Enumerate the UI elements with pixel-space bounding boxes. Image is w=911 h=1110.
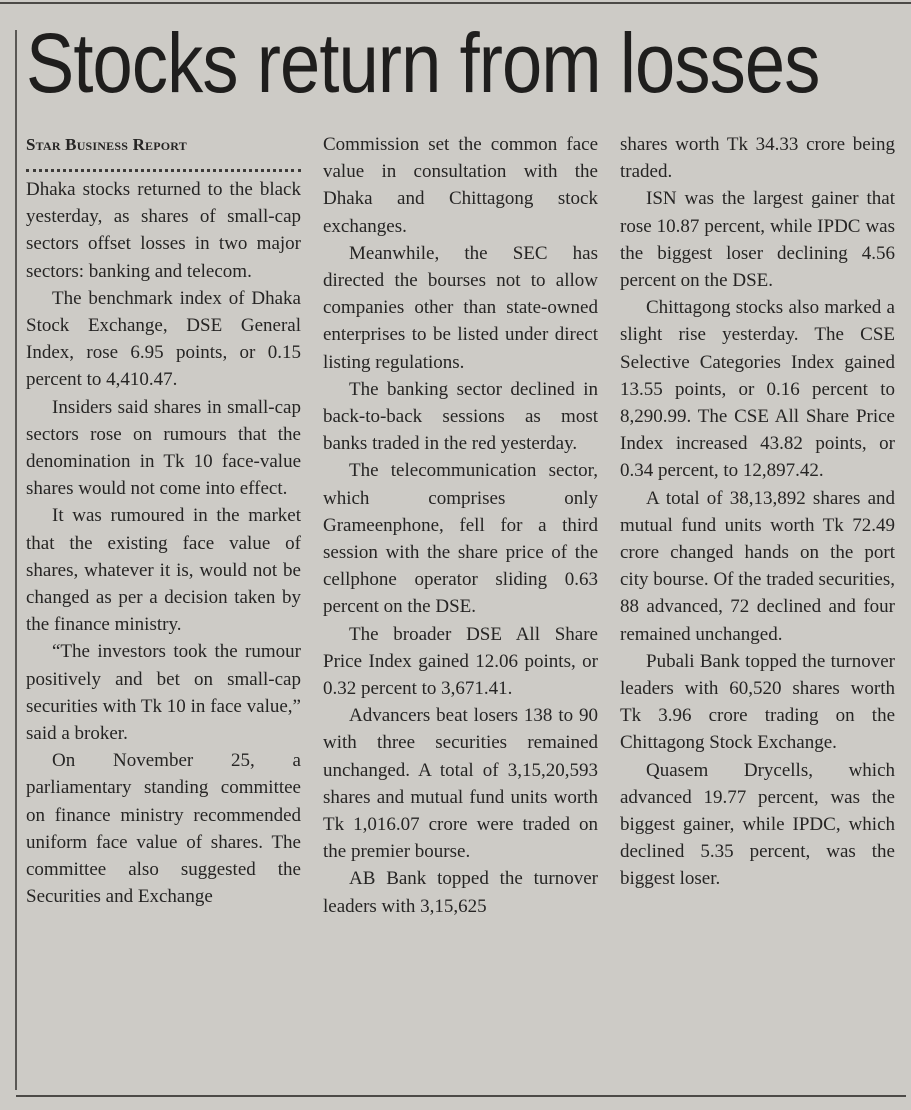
paragraph: Pubali Bank topped the turnover leaders with 60,520 shares worth Tk 3.96 crore trading on the Chittagong Stock Exchange. [620, 650, 895, 754]
headline: Stocks return from losses [26, 16, 820, 110]
article-column-3 [620, 131, 895, 1091]
paragraph: Commission set the common face value in consultation with the Dhaka and Chittagong stock exchanges. [323, 134, 598, 237]
paragraph: Advancers beat losers 138 to 90 with three securities remained unchanged. A total of 3,15,20,593 shares and mutual fund units worth Tk 1,016.07 crore were traded on the premier bourse. [323, 705, 598, 863]
left-column-rule [15, 30, 17, 1090]
article-column-2 [323, 131, 598, 1091]
paragraph: It was rumoured in the market that the existing face value of shares, whatever it is, would not be changed as per a decision taken by the finance ministry. [26, 505, 301, 636]
paragraph: The banking sector declined in back-to-back sessions as most banks traded in the red yesterday. [323, 378, 598, 455]
byline: Star Business Report [26, 135, 187, 154]
byline-dotted-rule [26, 167, 301, 172]
paragraph: “The investors took the rumour positively and bet on small-cap securities with Tk 10 in face value,” said a broker. [26, 641, 301, 745]
top-rule [0, 2, 911, 4]
paragraph: AB Bank topped the turnover leaders with 3,15,625 [323, 868, 598, 917]
paragraph: The benchmark index of Dhaka Stock Exchange, DSE General Index, rose 6.95 points, or 0.15 percent to 4,410.47. [26, 287, 301, 391]
paragraph: On November 25, a parliamentary standing committee on finance ministry recommended uniform face value of shares. The committee also suggested the Securities and Exchange [26, 750, 301, 908]
article-column-1 [26, 131, 301, 1091]
bottom-rule [16, 1095, 906, 1097]
paragraph: Chittagong stocks also marked a slight rise yesterday. The CSE Selective Categories Index gained 13.55 points, or 0.16 percent to 8,290.99. The CSE All Share Price Index increased 43.82 points, or 0.34 percent, to 12,897.42. [620, 297, 895, 482]
paragraph: A total of 38,13,892 shares and mutual fund units worth Tk 72.49 crore changed hands on the port city bourse. Of the traded securities, 88 advanced, 72 declined and four remained unchanged. [620, 487, 895, 645]
paragraph: Insiders said shares in small-cap sectors rose on rumours that the denomination in Tk 10 face-value shares would not come into effect. [26, 396, 301, 500]
paragraph: The telecommunication sector, which comprises only Grameenphone, fell for a third session with the share price of the cellphone operator sliding 0.63 percent on the DSE. [323, 460, 598, 618]
paragraph: Dhaka stocks returned to the black yesterday, as shares of small-cap sectors offset losses in two major sectors: banking and telecom. [26, 179, 301, 282]
paragraph: Quasem Drycells, which advanced 19.77 percent, was the biggest gainer, while IPDC, which declined 5.35 percent, was the biggest loser. [620, 759, 895, 890]
paragraph: ISN was the largest gainer that rose 10.87 percent, while IPDC was the biggest loser declining 4.56 percent on the DSE. [620, 188, 895, 292]
paragraph: Meanwhile, the SEC has directed the bourses not to allow companies other than state-owned enterprises to be listed under direct listing regulations. [323, 242, 598, 373]
paragraph: shares worth Tk 34.33 crore being traded. [620, 134, 895, 183]
paragraph: The broader DSE All Share Price Index gained 12.06 points, or 0.32 percent to 3,671.41. [323, 623, 598, 700]
